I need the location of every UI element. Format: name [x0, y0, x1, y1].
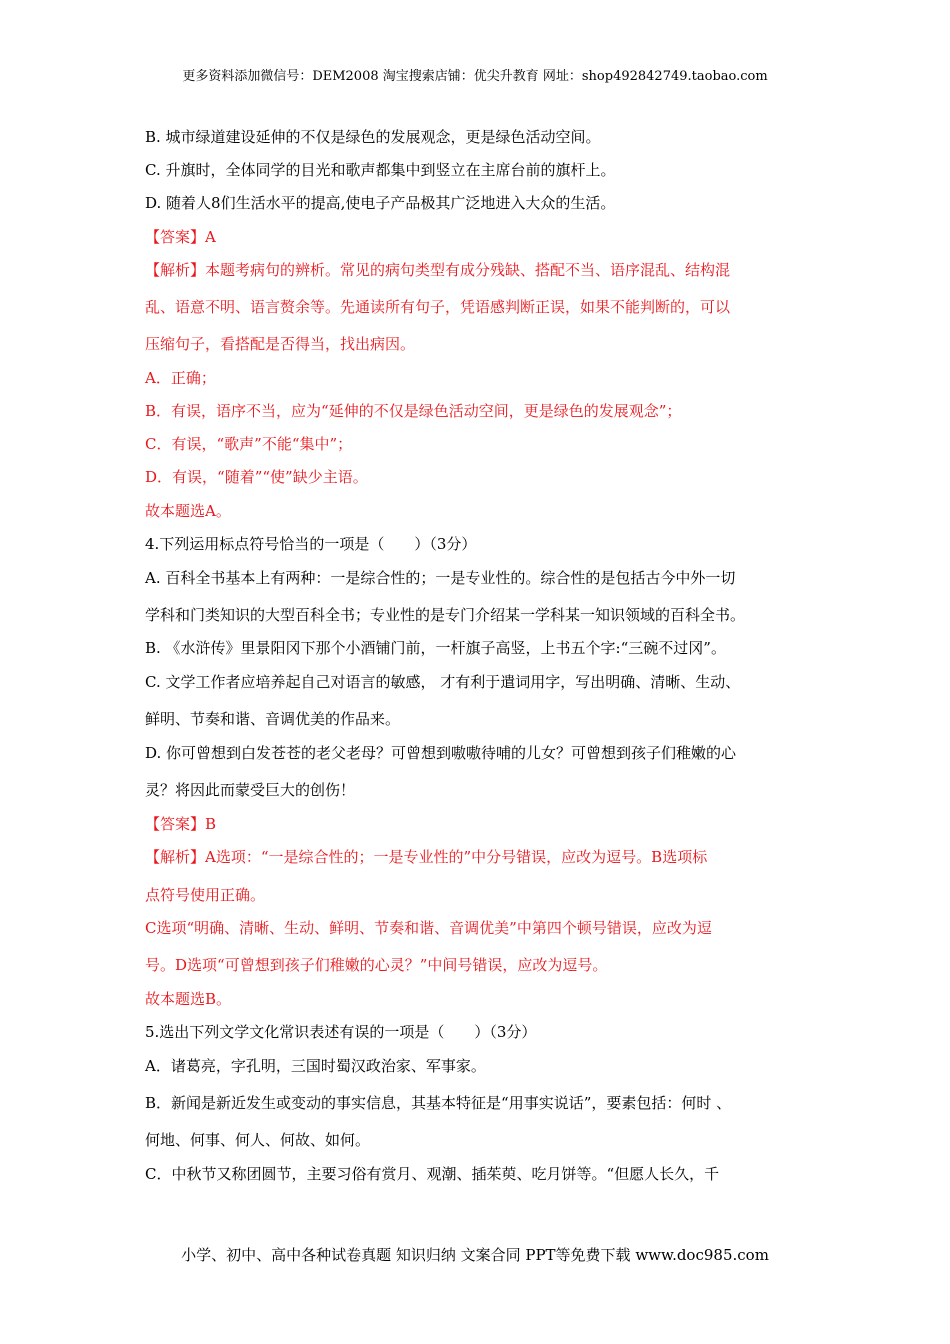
question-5-option-b-line-1: B．新闻是新近发生或变动的事实信息，其基本特征是“用事实说话”，要素包括：何时 、: [145, 1094, 732, 1112]
analysis-3-line-3: 压缩句子，看搭配是否得当，找出病因。: [145, 335, 416, 353]
question-4-option-a-line-1: A. 百科全书基本上有两种：一是综合性的；一是专业性的。综合性的是包括古今中外一切: [145, 569, 736, 587]
question-4-option-c-line-1: C. 文学工作者应培养起自己对语言的敏感， 才有利于遣词用字，写出明确、清晰、生动、: [145, 673, 741, 691]
analysis-3-option-c: C．有误，“歌声”不能“集中”；: [145, 435, 353, 453]
analysis-4-line-3: C选项“明确、清晰、生动、鲜明、节奏和谐、音调优美”中第四个顿号错误，应改为逗: [145, 919, 712, 937]
conclusion-3: 故本题选A。: [145, 502, 231, 520]
option-c-text: C. 升旗时，全体同学的目光和歌声都集中到竖立在主席台前的旗杆上。: [145, 161, 616, 179]
option-d-text: D. 随着人8们生活水平的提高,使电子产品极其广泛地进入大众的生活。: [145, 194, 616, 212]
page-header: 更多资料添加微信号：DEM2008 淘宝搜索店铺：优尖升教育 网址：shop492842749.taobao.com: [182, 69, 768, 84]
question-5-option-c-line-1: C．中秋节又称团圆节，主要习俗有赏月、观潮、插茱萸、吃月饼等。“但愿人长久，千: [145, 1165, 720, 1183]
analysis-4-line-1: 【解析】A选项：“一是综合性的；一是专业性的”中分号错误，应改为逗号。B选项标: [145, 848, 708, 866]
answer-3: 【答案】A: [145, 228, 216, 246]
question-5-stem: 5.选出下列文学文化常识表述有误的一项是（ ）（3分）: [145, 1023, 537, 1041]
question-5-option-b-line-2: 何地、何事、何人、何故、如何。: [145, 1131, 371, 1149]
question-4-option-d-line-2: 灵？将因此而蒙受巨大的创伤！: [145, 781, 356, 799]
analysis-3-option-b: B．有误，语序不当，应为“延伸的不仅是绿色活动空间，更是绿色的发展观念”；: [145, 402, 682, 420]
option-b-text: B. 城市绿道建设延伸的不仅是绿色的发展观念，更是绿色活动空间。: [145, 128, 601, 146]
answer-4: 【答案】B: [145, 815, 217, 833]
analysis-4-line-2: 点符号使用正确。: [145, 886, 266, 904]
conclusion-4: 故本题选B。: [145, 990, 232, 1008]
analysis-3-option-d: D．有误，“随着”“使”缺少主语。: [145, 468, 368, 486]
question-5-option-a: A．诸葛亮，字孔明，三国时蜀汉政治家、军事家。: [145, 1057, 486, 1075]
analysis-3-line-1: 【解析】本题考病句的辨析。常见的病句类型有成分残缺、搭配不当、语序混乱、结构混: [145, 261, 731, 279]
analysis-3-option-a: A．正确；: [145, 369, 216, 387]
analysis-4-line-4: 号。D选项“可曾想到孩子们稚嫩的心灵？”中间号错误，应改为逗号。: [145, 956, 608, 974]
question-4-option-b: B. 《水浒传》里景阳冈下那个小酒铺门前，一杆旗子高竖，上书五个字:“三碗不过冈”。: [145, 639, 726, 657]
question-4-stem: 4.下列运用标点符号恰当的一项是（ ）（3分）: [145, 535, 477, 553]
page-footer: 小学、初中、高中各种试卷真题 知识归纳 文案合同 PPT等免费下载 www.doc985.com: [181, 1246, 769, 1264]
analysis-3-line-2: 乱、语意不明、语言赘余等。先通读所有句子，凭语感判断正误，如果不能判断的，可以: [145, 298, 731, 316]
question-4-option-d-line-1: D. 你可曾想到白发苍苍的老父老母？可曾想到嗷嗷待哺的儿女？可曾想到孩子们稚嫩的心: [145, 744, 737, 762]
question-4-option-c-line-2: 鲜明、节奏和谐、音调优美的作品来。: [145, 710, 401, 728]
question-4-option-a-line-2: 学科和门类知识的大型百科全书；专业性的是专门介绍某一学科某一知识领域的百科全书。: [145, 606, 746, 624]
